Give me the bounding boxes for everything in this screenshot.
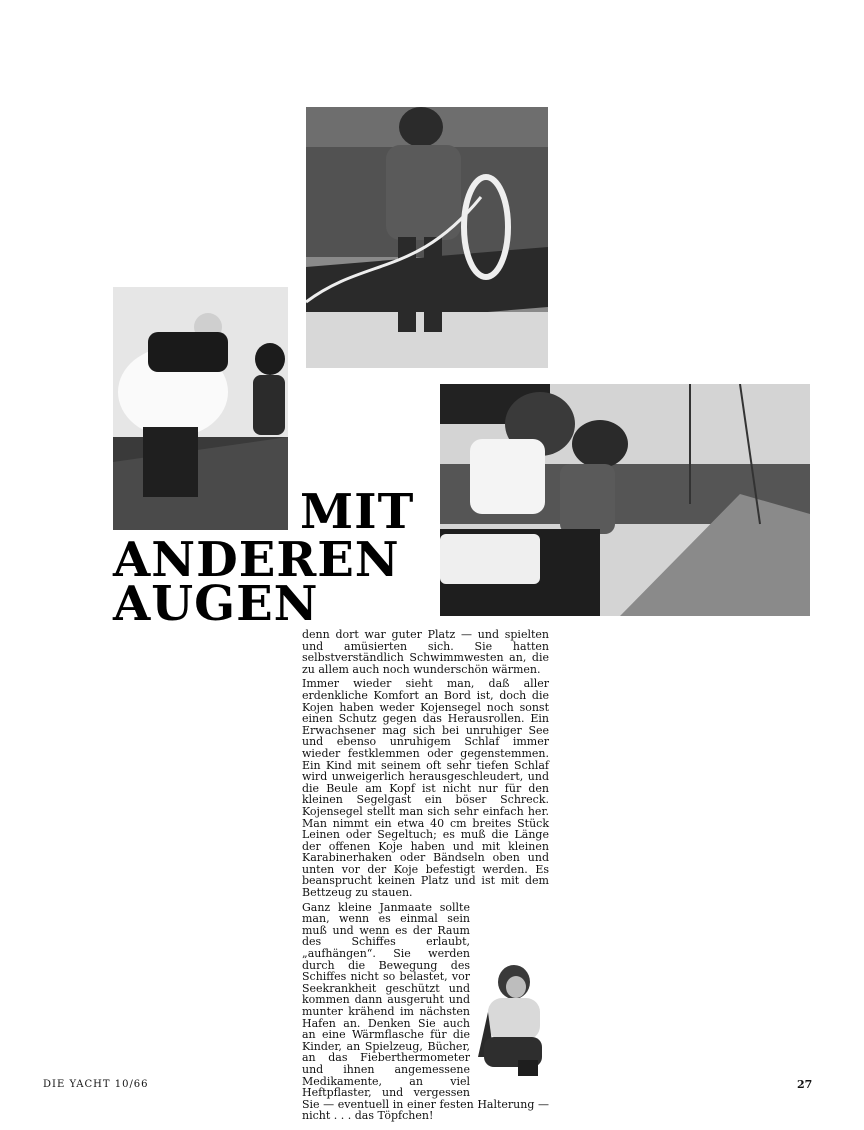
headline-line-1: MIT <box>300 484 415 540</box>
headline-line-3: AUGEN <box>113 576 319 632</box>
photo-children-with-binoculars <box>440 384 810 616</box>
article-paragraph-1: denn dort war guter Platz — und spielten und amüsierten sich. Sie hatten selbstverständlich Schwimmwesten an, die zu allem auch noch wunderschön wärmen. <box>302 628 549 676</box>
article-paragraph-2: Immer wieder sieht man, daß aller erdenkliche Komfort an Bord ist, doch die Kojen haben weder Kojensegel noch sonst einen Schutz gegen das Herausrollen. Ein Erwachsener mag sich bei unruhiger See und ebenso unruhigem Schlaf immer wieder festklemmen oder gegenstemmen. Ein Kind mit seinem oft sehr tiefen Schlaf wird unweigerlich herausgeschleudert, und die Beule am Kopf ist nicht nur für den kleinen Segelgast ein böser Schreck. Kojensegel stellt man sich sehr einfach her. Man nimmt ein etwa 40 cm breites Stück Leinen oder Segeltuch; es muß die Länge der offenen Koje haben und mit kleinen Karabinerhaken oder Bändseln oben und unten vor der Koje befestigt werden. Es beansprucht keinen Platz und ist mit dem Bettzeug zu stauen. <box>302 677 549 900</box>
article-paragraph-3: Ganz kleine Janmaate sollte man, wenn es einmal sein muß und wenn es der Raum des Schiffes erlaubt, „aufhängen“. Sie werden durch die Bewegung des Schiffes nicht so belastet, vor Seekrankheit geschützt und kommen dann ausgeruht und munter krähend im nächsten Hafen an. Denken Sie auch an eine Wärmflasche für die Kinder, an Spielzeug, Bücher, an das Fieberthermometer und ihnen angemessene Medikamente, an viel Heftpflaster, und vergessen Sie — eventuell in einer festen Halterung — nicht . . . das Töpfchen! <box>302 900 549 1123</box>
photo-baby <box>474 962 548 1078</box>
headline-line-2: ANDEREN <box>113 532 400 588</box>
footer-publication: DIE YACHT 10/66 <box>43 1079 149 1090</box>
photo-adult-and-child <box>113 287 288 530</box>
footer-page-number: 27 <box>797 1078 813 1091</box>
photo-child-with-rope <box>306 107 548 368</box>
